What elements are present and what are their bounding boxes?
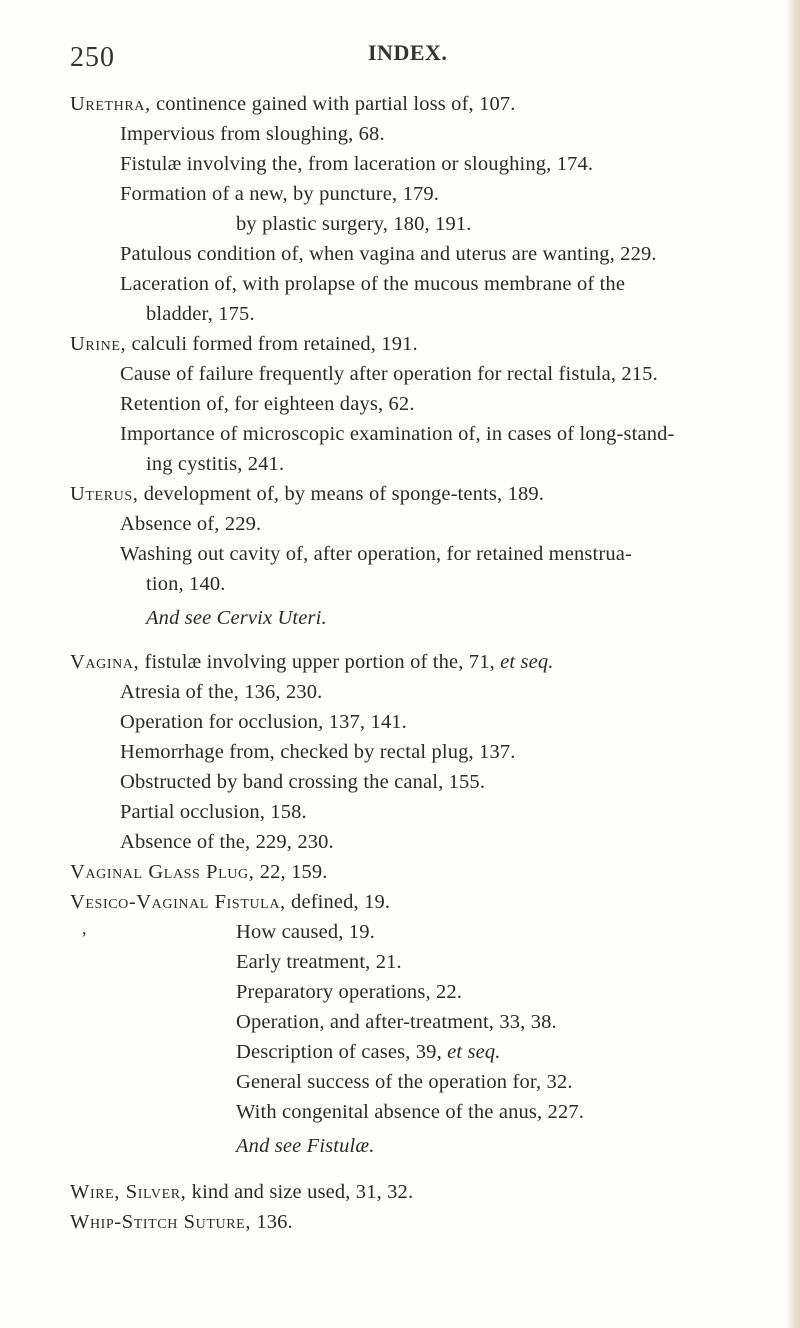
sub-entry: Absence of, 229. [120,513,262,535]
sub-entry: Laceration of, with prolapse of the mucous membrane of the [120,273,626,295]
sub-entry: Early treatment, 21. [236,951,402,973]
entry-text: 22, 159. [254,861,328,883]
entry-italic-text: et seq. [500,651,554,673]
index-entry-vaginal-glass-plug [70,858,328,886]
sub-entry: How caused, 19. [236,921,375,943]
entry-head: Vesico-Vaginal Fistula, [70,891,286,913]
sub-entry: Formation of a new, by puncture, 179. [120,183,440,205]
sub-entry-continued: ing cystitis, 241. [146,453,285,475]
sub-entry: Partial occlusion, 158. [120,801,307,823]
index-entry-vagina [70,648,554,676]
sub-entry: Absence of the, 229, 230. [120,831,334,853]
entry-text: development of, by means of sponge-tents, 189. [138,483,545,505]
running-head: INDEX. [368,40,448,65]
sub-entry: Washing out cavity of, after operation, for retained menstrua- [120,543,632,565]
entry-text: continence gained with partial loss of, 107. [150,93,516,115]
sub-entry: Cause of failure frequently after operation for rectal fistula, 215. [120,363,658,385]
sub-entry: by plastic surgery, 180, 191. [236,213,472,235]
entry-head: Wire, Silver, [70,1181,187,1203]
sub-entry: Impervious from sloughing, 68. [120,123,385,145]
entry-head: Urine, [70,333,127,355]
index-entry-whip-stitch-suture [70,1208,293,1236]
sub-entry: Preparatory operations, 22. [236,981,463,1003]
entry-head: Uterus, [70,483,139,505]
index-entry-urethra [70,90,516,118]
page-number: 250 [70,42,115,73]
sub-entry: Patulous condition of, when vagina and uterus are wanting, 229. [120,243,657,265]
sub-entry-continued: tion, 140. [146,573,226,595]
entry-head: Whip-Stitch Suture, [70,1211,252,1233]
entry-text: defined, 19. [285,891,391,913]
sub-entry [236,1038,501,1066]
sub-entry: Importance of microscopic examination of, in cases of long-stand- [120,423,675,445]
entry-text: fistulæ involving upper portion of the, 71, [139,651,501,673]
sub-entry: General success of the operation for, 32. [236,1071,573,1093]
entry-head: Vagina, [70,651,140,673]
entry-head: Urethra, [70,93,151,115]
entry-text: 136. [251,1211,293,1233]
sub-entry: With congenital absence of the anus, 227. [236,1101,585,1123]
see-also-text: And see Fistulæ. [236,1135,375,1157]
entry-text: kind and size used, 31, 32. [186,1181,414,1203]
sub-entry-text: Description of cases, 39, [236,1041,448,1063]
see-also-reference [236,1132,374,1160]
index-entry-urine [70,330,418,358]
sub-entry: Obstructed by band crossing the canal, 155. [120,771,486,793]
page-edge-shadow [786,0,800,1328]
sub-entry: Hemorrhage from, checked by rectal plug, 137. [120,741,516,763]
index-entry-uterus [70,480,544,508]
see-also-reference [146,604,327,632]
sub-entry: Atresia of the, 136, 230. [120,681,323,703]
sub-entry: Fistulæ involving the, from laceration or sloughing, 174. [120,153,594,175]
stray-mark: , [82,918,87,938]
index-entry-wire-silver [70,1178,413,1206]
entry-text: calculi formed from retained, 191. [126,333,418,355]
sub-entry: Retention of, for eighteen days, 62. [120,393,415,415]
entry-head: Vaginal Glass Plug, [70,861,255,883]
sub-entry: Operation for occlusion, 137, 141. [120,711,407,733]
sub-entry: Operation, and after-treatment, 33, 38. [236,1011,557,1033]
sub-entry-italic-text: et seq. [447,1041,501,1063]
sub-entry-continued: bladder, 175. [146,303,255,325]
index-entry-vesico-vaginal-fistula [70,888,390,916]
see-also-text: And see Cervix Uteri. [146,607,327,629]
